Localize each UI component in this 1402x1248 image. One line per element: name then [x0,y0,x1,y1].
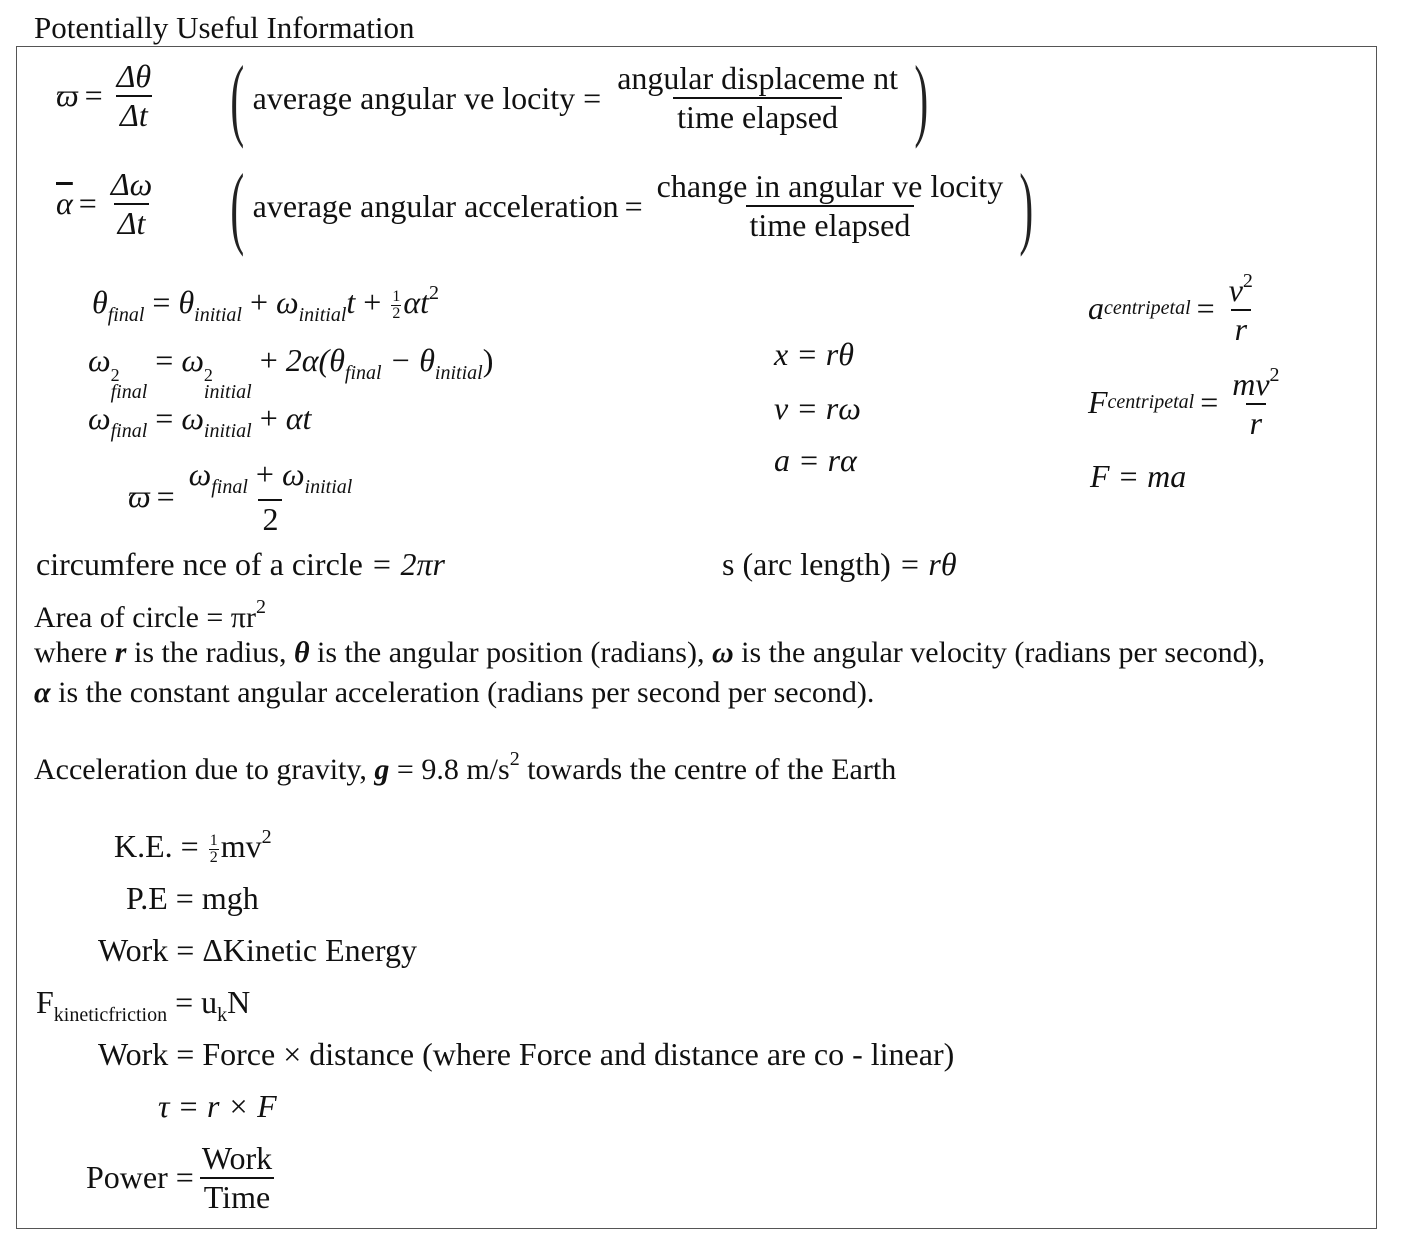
subscript-centripetal: centripetal [1104,297,1191,320]
subscript-initial: initial [203,381,252,404]
fraction-denominator: 2 [392,305,401,323]
fraction-denominator: r [1246,403,1266,442]
r-symbol: r [114,636,127,669]
delta-omega-over-delta-t [107,166,156,242]
arc-length-formula [722,546,957,583]
gravity-statement [34,748,896,787]
exponent: 2 [429,282,440,304]
fraction-denominator: Time [200,1177,274,1216]
right-paren: ) [1019,155,1034,257]
kinetic-energy-formula [114,826,272,866]
equals-sign: = [78,185,97,222]
omega-symbol: ω [181,400,204,436]
area-label: Area of circle = πr [34,601,256,634]
relation-v: v = rω [774,390,861,426]
definition-label: average angular acceleration [252,187,619,224]
plus-sign: + [249,284,268,320]
left-paren: ( [230,47,245,149]
fraction-numerator: Δω [110,166,153,202]
fraction-denominator: time elapsed [746,205,915,244]
mv-term: mv [1232,366,1270,402]
equals-sign: = [155,400,174,436]
arc-length-label: s (arc length) [722,546,891,582]
exponent: 2 [509,748,520,770]
alpha-bar-symbol: $\overline{\alpha}$ [56,185,73,222]
variable-definitions-line-1 [34,636,1265,670]
definition-fraction [613,60,902,136]
a-symbol: a [1088,290,1104,327]
minus-theta-term: − θ [389,342,435,378]
omega-bar-symbol: ϖ [128,478,151,515]
fraction-numerator: $\omega_{final} + \omega_{initial}$ [188,456,353,498]
avg-angular-velocity-definition [222,47,937,149]
text-segment: where [34,636,115,669]
text-segment: is the angular velocity (radians per second), [733,636,1266,669]
theta-symbol: θ [178,284,195,320]
exponent: 2 [1242,270,1253,292]
subscript-centripetal: centripetal [1107,391,1195,414]
subscript-final: final [110,420,148,442]
f-symbol: F [36,984,54,1020]
subscript-initial: initial [304,476,353,498]
fraction-numerator: angular displaceme nt [617,60,898,97]
exponent: 2 [261,826,272,848]
power-lhs: Power = [86,1159,194,1196]
text-segment: towards the centre of the Earth [519,753,897,786]
fraction-denominator: 2 [258,499,282,538]
left-paren: ( [230,155,245,257]
omega-symbol: ω [711,636,734,669]
subscript-final: final [344,362,382,384]
circumference-rhs: = 2πr [370,546,445,582]
kinematics-eq-omega-final [88,400,311,443]
fraction-numerator [1228,364,1283,403]
avg-angular-acceleration-formula [56,166,160,242]
fraction-numerator: change in angular ve locity [656,168,1004,205]
alpha-symbol: α [34,676,51,709]
circumference-label: circumfere nce of a circle [36,546,363,582]
subscript-initial: initial [434,362,483,384]
sup-sub-stack [203,365,252,404]
equals-sign: = [1196,290,1215,327]
omega-symbol: ω [181,342,204,378]
text-segment: is the constant angular acceleration (radians per second per second). [50,676,875,709]
text-segment: is the angular position (radians), [309,636,712,669]
kinematics-eq-omega-average [128,456,360,538]
omega-symbol: ω [281,456,305,492]
definition-fraction [653,168,1008,244]
subscript-initial: initial [298,304,347,326]
power-formula [86,1140,280,1216]
definition-label: average angular ve locity [252,79,576,116]
circumference-formula [36,546,445,583]
exponent: 2 [1269,364,1280,386]
work-over-time [198,1140,276,1216]
average-omega-fraction [185,456,357,538]
two-alpha-term: 2α(θ [285,342,345,378]
fraction-numerator: 1 [392,288,401,306]
fraction-numerator [1225,270,1257,309]
page-title: Potentially Useful Information [34,10,415,45]
relation-x: x = rθ [774,336,854,372]
arc-length-rhs: = rθ [898,546,957,582]
equals-sign: = [583,79,602,116]
circle-area-formula [34,596,266,635]
kinetic-friction-formula [36,984,250,1027]
fraction-numerator: Work [201,1140,273,1176]
g-symbol: g [374,753,390,786]
centripetal-force-formula [1088,364,1288,442]
torque-formula: τ = r × F [158,1088,277,1124]
equals-sign: = [624,187,643,224]
equals-sign: = [155,342,174,378]
relation-a: a = rα [774,442,857,478]
centripetal-acceleration-formula [1088,270,1261,348]
t-symbol: t [346,284,356,320]
work-force-distance-formula: Work = Force × distance (where Force and distance are co - linear) [98,1036,955,1072]
kinematics-eq-theta [92,282,439,327]
text-segment: is the radius, [126,636,294,669]
one-half-fraction [391,289,401,322]
mv-squared-over-r [1228,364,1283,442]
ke-lhs: K.E. = [114,828,199,864]
subscript-final: final [211,476,248,498]
fraction-denominator: Δt [116,95,152,134]
sup-sub-stack [110,365,148,404]
subscript-initial: initial [194,304,242,326]
text-segment: Acceleration due to gravity, [34,753,375,786]
fraction-denominator: Δt [114,203,150,242]
one-half-fraction [209,833,219,866]
right-paren: ) [914,47,929,149]
equals-sign: = [156,478,175,515]
theta-symbol: θ [293,636,310,669]
equals-sign: = [84,77,103,114]
subscript-kinetic-friction: kineticfriction [53,1004,168,1026]
work-energy-formula: Work = ΔKinetic Energy [98,932,417,968]
fraction-numerator: 1 [209,832,218,850]
friction-rhs: = u [175,984,218,1020]
fraction-denominator: time elapsed [673,97,842,136]
subscript-k: k [217,1004,228,1026]
equals-sign: = [152,284,171,320]
fraction-denominator: 2 [209,849,218,867]
kinematics-eq-omega-squared [88,342,494,404]
omega-symbol: ω [276,284,299,320]
fraction-denominator: r [1231,309,1251,348]
avg-angular-velocity-formula [56,58,159,134]
alpha-t-term: αt [403,284,430,320]
fraction-numerator: Δθ [116,58,152,94]
v-squared-over-r [1225,270,1257,348]
alpha-t-term: αt [285,400,312,436]
close-paren: ) [482,342,494,378]
n-symbol: N [227,984,251,1020]
plus-sign: + [363,284,382,320]
omega-symbol: ω [88,342,111,378]
omega-symbol: ω [88,400,111,436]
subscript-final: final [107,304,145,326]
plus-sign: + [259,400,278,436]
subscript-final: final [110,381,148,404]
f-symbol: F [1088,384,1108,421]
subscript-initial: initial [203,420,252,442]
plus-sign: + [259,342,278,378]
omega-bar-symbol: ϖ [56,77,79,114]
variable-definitions-line-2 [34,676,874,710]
exponent: 2 [110,365,120,385]
theta-symbol: θ [92,284,108,320]
exponent: 2 [255,596,266,618]
avg-angular-acceleration-definition [222,155,1042,257]
v-symbol: v [1228,272,1243,308]
potential-energy-formula: P.E = mgh [126,880,259,916]
mv-term: mv [220,828,262,864]
newton-second-law: F = ma [1090,458,1187,494]
text-segment: = 9.8 m/s [389,753,510,786]
equals-sign: = [1200,384,1219,421]
exponent: 2 [203,365,213,385]
omega-symbol: ω [188,456,212,492]
delta-theta-over-delta-t [113,58,156,134]
